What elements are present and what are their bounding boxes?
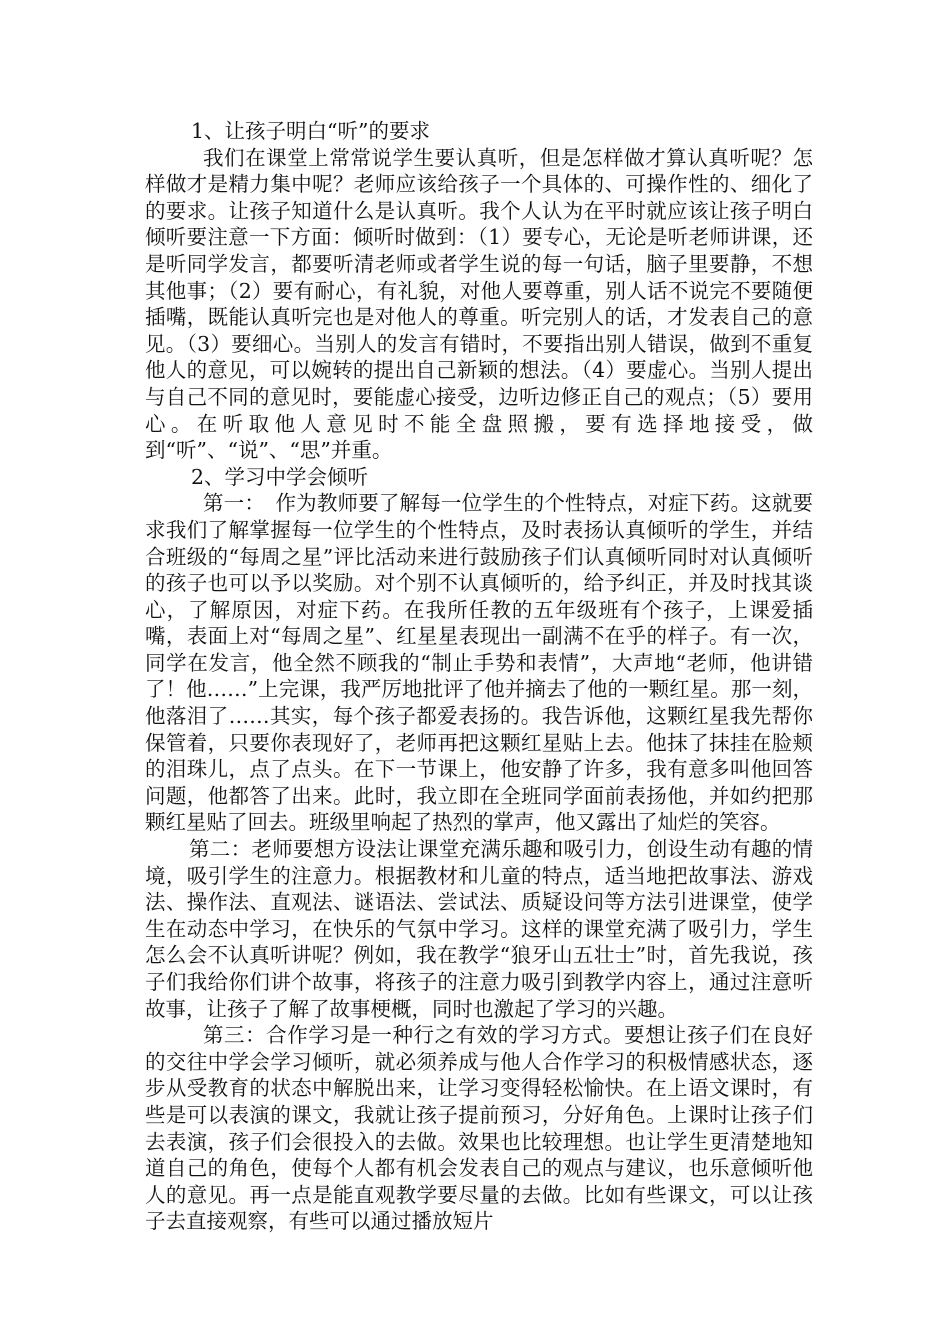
paragraph-third-point: 第三：合作学习是一种行之有效的学习方式。要想让孩子们在良好的交往中学会学习倾听，就必须养成与他人合作学习的积极情感状态，逐步从受教育的状态中解脱出来，让学习变得轻松愉快。在上语文课时，有些是可以表演的课文，我就让孩子提前预习，分好角色。上课时让孩子们去表演，孩子们会很投入的去做。效果也比较理想。也让学生更清楚地知道自己的角色，使每个人都有机会发表自己的观点与建议，也乐意倾听他人的意见。再一点是能直观教学要尽量的去做。比如有些课文，可以让孩子去直接观察，有些可以通过播放短片 (145, 1023, 813, 1234)
paragraph-second-point: 第二：老师要想方设法让课堂充满乐趣和吸引力，创设生动有趣的情境，吸引学生的注意力。根据教材和儿童的特点，适当地把故事法、游戏法、操作法、直观法、谜语法、尝试法、质疑设问等方法引进课堂，使学生在动态中学习，在快乐的气氛中学习。这样的课堂充满了吸引力，学生怎么会不认真听讲呢？例如，我在教学“狼牙山五壮士”时，首先我说，孩子们我给你们讲个故事，将孩子的注意力吸引到教学内容上，通过注意听故事，让孩子了解了故事梗概，同时也激起了学习的兴趣。 (145, 837, 813, 1021)
section-heading-1: 1、让孩子明白“听”的要求 (191, 119, 431, 143)
section-heading-2: 2、学习中学会倾听 (191, 464, 369, 489)
paragraph-listening-requirements: 我们在课堂上常常说学生要认真听，但是怎样做才算认真听呢？怎样做才是精力集中呢？老师应该给孩子一个具体的、可操作性的、细化了的要求。让孩子知道什么是认真听。我个人认为在平时就应该让孩子明白倾听要注意一下方面：倾听时做到：（1）要专心，无论是听老师讲课，还是听同学发言，都要听清老师或者学生说的每一句话，脑子里要静，不想其他事；（2）要有耐心，有礼貌，对他人要尊重，别人话不说完不要随便插嘴，既能认真听完也是对他人的尊重。听完别人的话，才发表自己的意见。（3）要细心。当别人的发言有错时，不要指出别人错误，做到不重复他人的意见，可以婉转的提出自己新颖的想法。（4）要虚心。当别人提出与自己不同的意见时，要能虚心接受，边听边修正自己的观点；（5）要用心。在听取他人意见时不能全盘照搬，要有选择地接受，做到“听”、“说”、“思”并重。 (145, 145, 813, 463)
document-page (145, 118, 813, 1235)
paragraph-first-point: 第一： 作为教师要了解每一位学生的个性特点，对症下药。这就要求我们了解掌握每一位学生的个性特点，及时表扬认真倾听的学生，并结合班级的“每周之星”评比活动来进行鼓励孩子们认真倾听同时对认真倾听的孩子也可以予以奖励。对个别不认真倾听的，给予纠正，并及时找其谈心，了解原因，对症下药。在我所任教的五年级班有个孩子，上课爱插嘴，表面上对“每周之星”、红星星表现出一副满不在乎的样子。有一次，同学在发言，他全然不顾我的“制止手势和表情”，大声地“老师，他讲错了！他……”上完课，我严厉地批评了他并摘去了他的一颗红星。那一刻，他落泪了……其实，每个孩子都爱表扬的。我告诉他，这颗红星我先帮你保管着，只要你表现好了，老师再把这颗红星贴上去。他抹了抹挂在脸颊的泪珠儿，点了点头。在下一节课上，他安静了许多，我有意多叫他回答问题，他都答了出来。此时，我立即在全班同学面前表扬他，并如约把那颗红星贴了回去。班级里响起了热烈的掌声，他又露出了灿烂的笑容。 (145, 491, 813, 835)
